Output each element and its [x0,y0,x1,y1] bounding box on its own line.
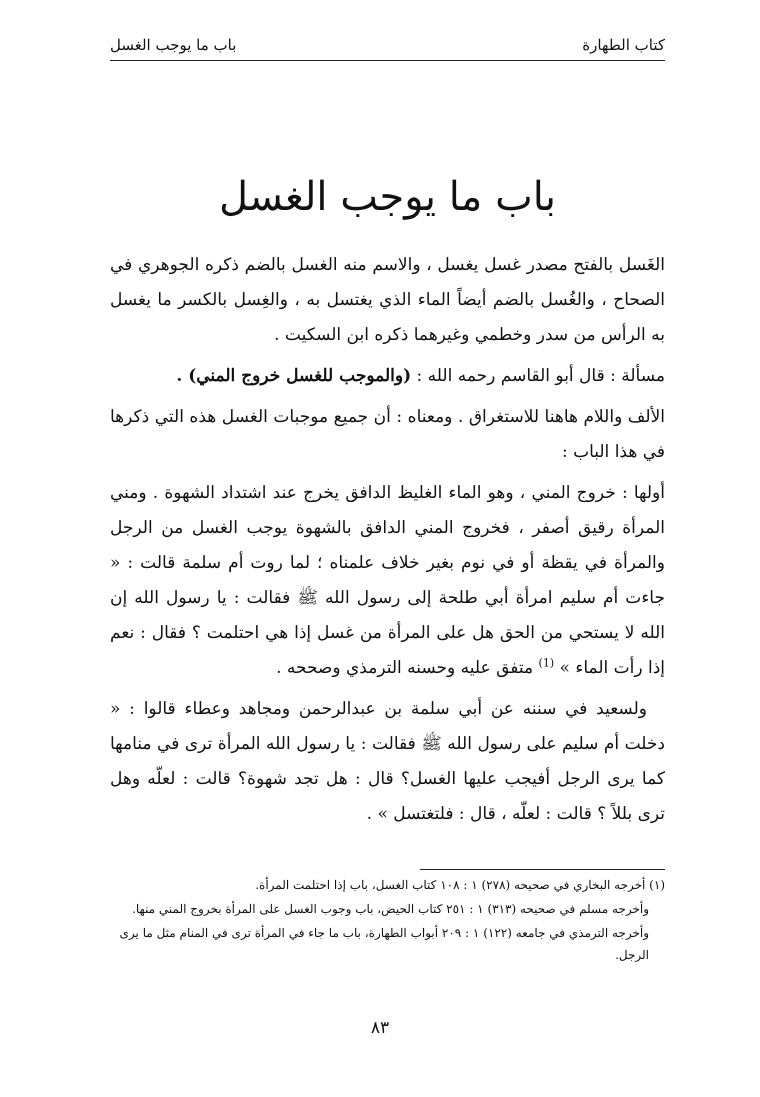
masala-intro: مسألة : قال أبو القاسم رحمه الله : [416,366,665,386]
page-number: ٨٣ [370,1018,390,1038]
paragraph-said-narration: ولسعيد في سننه عن أبي سلمة بن عبدالرحمن ومجاهد وعطاء قالوا : « دخلت أم سليم على رسول الله ﷺ فقالت : يا رسول الله المرأة ترى في منامها كما يرى الرجل أفيجب عليها الغسل؟ قال : هل تجد شهوة؟ قالت : لعلّه وهل ترى بللاً ؟ قالت : لعلّه ، قال : فلتغتسل » . [110,699,665,824]
footnote-marker[interactable]: (1) [538,656,555,670]
header-chapter-title: باب ما يوجب الغسل [110,36,237,54]
footnotes [110,874,665,968]
footnote-divider [420,869,665,870]
header-book-title: كتاب الطهارة [582,36,665,54]
first-cause-text: أولها : خروج المني ، وهو الماء الغليظ الدافق يخرج عند اشتداد الشهوة . ومني المرأة رقيق أصفر ، فخروج المني الدافق بالشهوة يوجب الغسل من الرجل والمرأة في يقظة أو في نوم بغير خلاف علمناه ؛ لما روت أم سلمة قالت : « جاءت أم سليم امرأة أبي طلحة إلى رسول الله ﷺ فقالت : يا رسول الله إن الله لا يستحي من الحق هل على المرأة من غسل إذا هي احتلمت ؟ فقال : نعم إذا رأت الماء » [110,483,665,678]
main-text [110,248,665,838]
paragraph-definition: الغَسل بالفتح مصدر غسل يغسل ، والاسم منه الغسل بالضم ذكره الجوهري في الصحاح ، والغُسل بالضم أيضاً الماء الذي يغتسل به ، والغِسل بالكسر ما يغسل به الرأس من سدر وخطمي وغيرهما ذكره ابن السكيت . [110,255,665,345]
masala-quote: (والموجب للغسل خروج المني) . [176,366,412,386]
first-cause-ending: متفق عليه وحسنه الترمذي وصححه . [276,658,534,678]
footnote-tirmidhi: وأخرجه الترمذي في جامعه (١٢٢) ١ : ٢٠٩ أبواب الطهارة، باب ما جاء في المرأة ترى في المنام مثل ما يرى الرجل. [119,926,649,962]
footnote-muslim: وأخرجه مسلم في صحيحه (٣١٣) ١ : ٢٥١ كتاب الحيض، باب وجوب الغسل على المرأة بخروج المني منها. [132,902,649,916]
paragraph-first-cause [110,476,665,686]
chapter-title: باب ما يوجب الغسل [218,173,557,220]
running-header [110,30,665,61]
paragraph-explanation: الألف واللام هاهنا للاستغراق . ومعناه : أن جميع موجبات الغسل هذه التي ذكرها في هذا الباب : [110,407,665,462]
paragraph-masala [110,359,665,394]
footnote-bukhari: (١) أخرجه البخاري في صحيحه (٢٧٨) ١ : ١٠٨ كتاب الغسل، باب إذا احتلمت المرأة. [255,878,665,892]
